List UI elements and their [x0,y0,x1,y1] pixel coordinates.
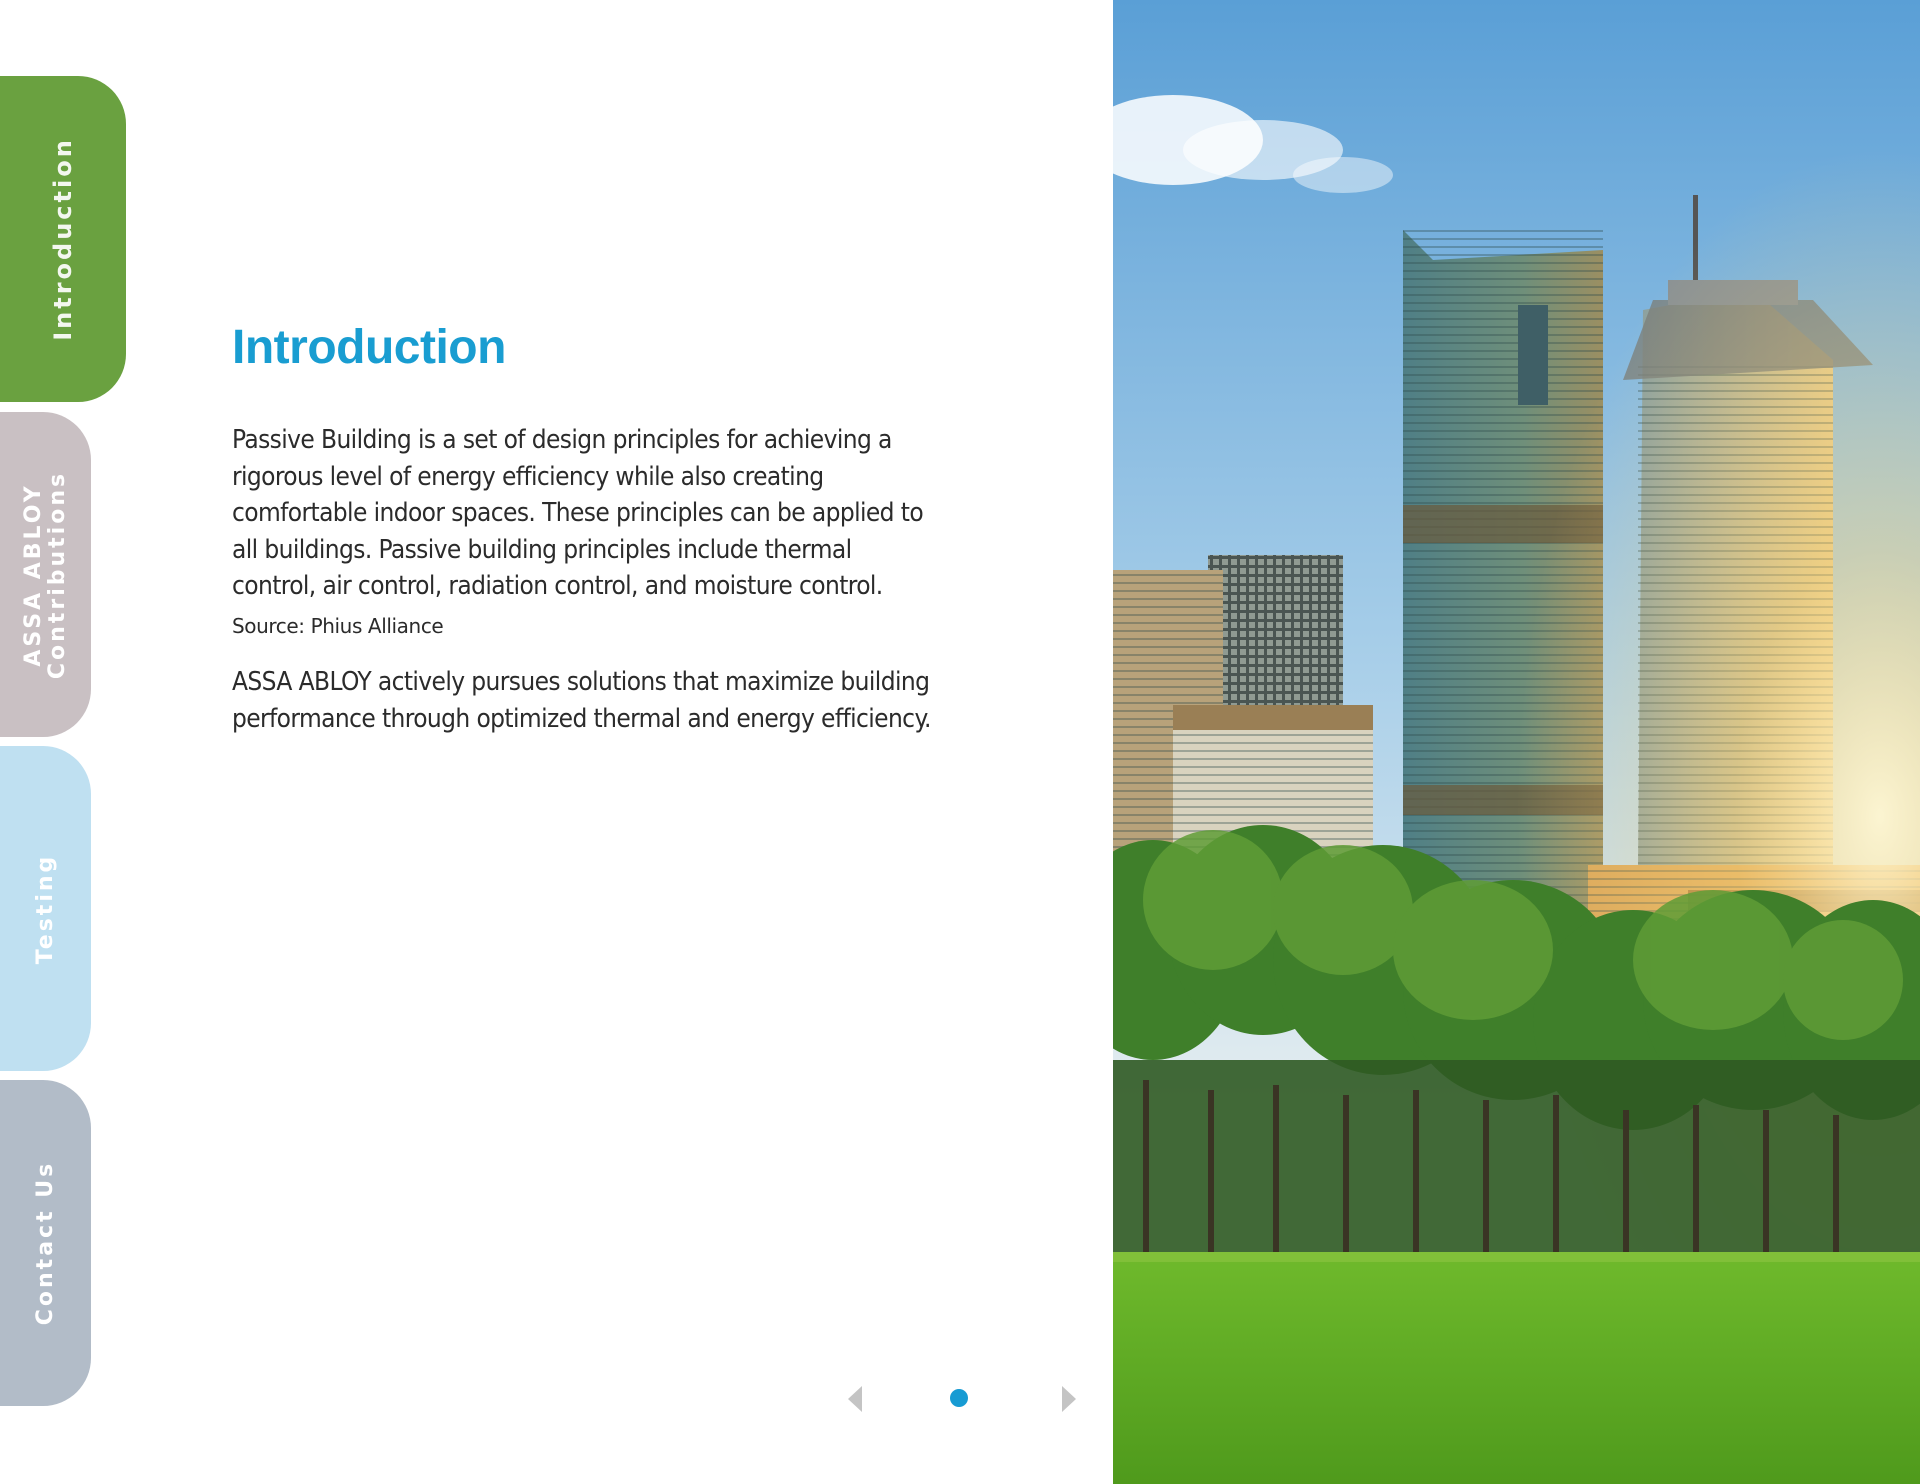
intro-paragraph-1: Passive Building is a set of design principles for achieving a rigorous level of energy efficiency while also creating comfortable indoor spaces. These principles can be applied to all buildings. Passive building principles include thermal control, air control, radiation control, and moisture control. [232,425,924,601]
page-title: Introduction [232,321,506,374]
intro-content [232,320,1092,734]
tab-assa-abloy-contributions[interactable] [0,412,91,737]
section-tabs [0,0,130,1484]
chevron-right-icon[interactable] [1062,1386,1076,1412]
intro-paragraph-2: ASSA ABLOY actively pursues solutions that maximize building performance through optimized thermal and energy efficiency. [232,667,931,734]
tab-contact-label: Contact Us [32,1160,58,1326]
tab-assa-label-line2: Contributions [44,470,70,679]
skyline-illustration [1113,0,1920,1484]
chevron-left-icon[interactable] [848,1386,862,1412]
tab-contact-us[interactable] [0,1080,91,1406]
tab-assa-label-line1: ASSA ABLOY [20,482,46,667]
page-navigation [840,1380,1080,1416]
tab-testing[interactable] [0,746,91,1071]
tab-assa-label [22,470,70,678]
tab-introduction-label: Introduction [49,137,77,341]
source-citation: Source: Phius Alliance [232,614,444,638]
tab-introduction[interactable] [0,76,126,402]
page-dot-icon[interactable] [950,1389,968,1407]
tab-testing-label: Testing [32,853,58,964]
city-park-photo [1113,0,1920,1484]
